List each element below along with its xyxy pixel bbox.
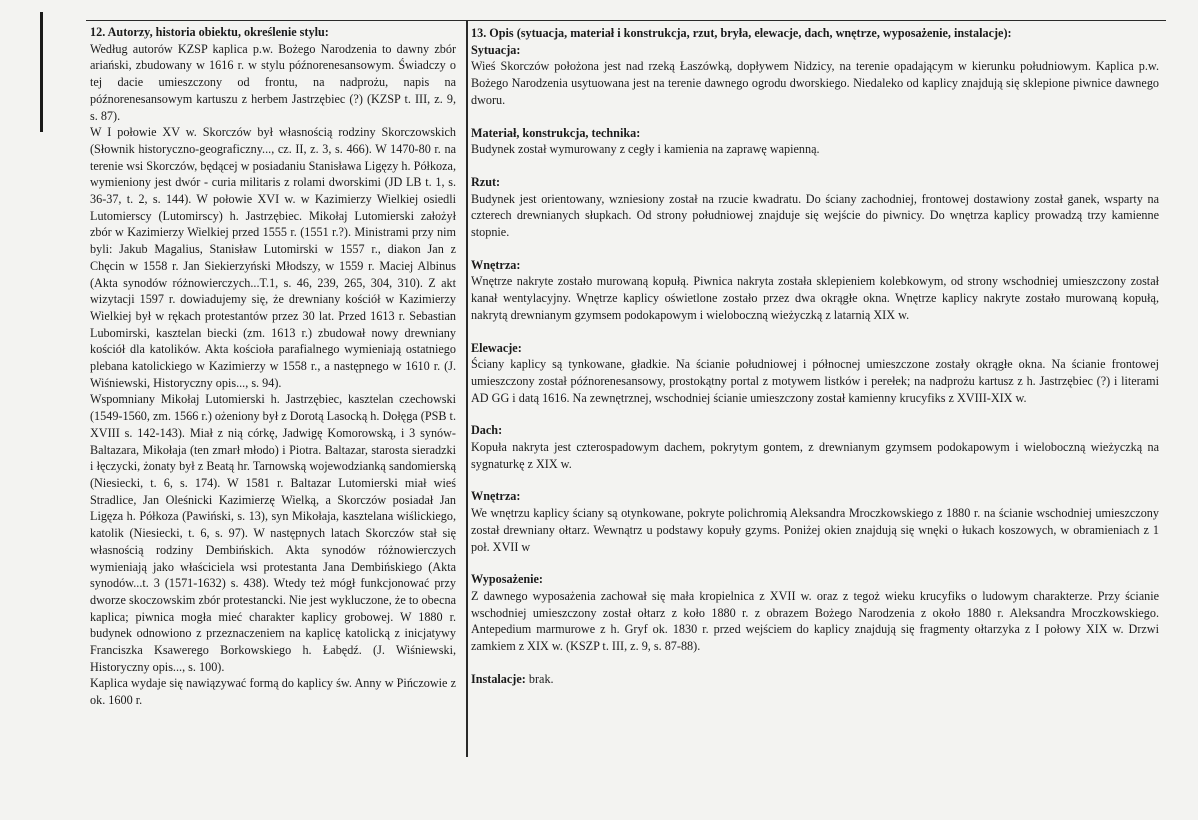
section-title: Materiał, konstrukcja, technika: xyxy=(471,125,641,140)
scan-edge-mark xyxy=(40,12,43,132)
description-heading: 13. Opis (sytuacja, materiał i konstrukcja, rzut, bryła, elewacje, dach, wnętrze, wyposażenie, instalacje): xyxy=(471,26,1012,40)
section-material xyxy=(471,125,1159,158)
section-plan xyxy=(471,174,1159,241)
history-column xyxy=(86,21,467,757)
section-elevations xyxy=(471,340,1159,407)
section-text: We wnętrzu kaplicy ściany są otynkowane, pokryte polichromią Aleksandra Mroczkowskiego z 1880 r. na ścianie wschodniej umieszczony został drewniany ołtarz. Wewnątrz u podstawy kopuły gzyms. Poniżej okien znajdują się wnęki o łukach koszowych, w obramieniach z 1 poł. XVII w xyxy=(471,506,1159,554)
section-text: Wieś Skorczów położona jest nad rzeką Łaszówką, dopływem Nidzicy, na terenie opadającym w kierunku południowym. Kaplica p.w. Bożego Narodzenia usytuowana jest na terenie dawnego ogrodu dworskiego. Niedaleko od kaplicy znajdują się sklepione piwnice dawnego dworu. xyxy=(471,59,1159,107)
history-paragraph: Według autorów KZSP kaplica p.w. Bożego Narodzenia to dawny zbór ariański, zbudowany w 1616 r. w stylu późnorenesansowym. Świadczy o tej dacie umieszczony od frontu, na nadprożu, napis na późnorenesansowym kartuszu z herbem Jastrzębiec (?) (KZSP t. III, z. 9, s. 87). xyxy=(90,41,456,123)
section-text: Ściany kaplicy są tynkowane, gładkie. Na ścianie południowej i północnej umieszczone zostały okrągłe okna. Na ścianie frontowej umieszczony został późnorenesansowy, prostokątny portal z motywem listków i perełek; na nadprożu kartusz z h. Jastrzębiec (?) i literami AD GG i datą 1616. Na zewnętrznej, wschodniej ścianie umieszczony został kamienny krucyfiks z XVIII-XIX w. xyxy=(471,357,1159,405)
section-furnishings xyxy=(471,571,1159,655)
section-title: Elewacje: xyxy=(471,340,522,355)
section-title: Dach: xyxy=(471,423,503,438)
history-paragraph: W I połowie XV w. Skorczów był własnością rodziny Skorczowskich (Słownik historyczno-geograficzny..., cz. II, z. 3, s. 466). W 1470-80 r. na terenie wsi Skorczów, będącej w posiadaniu Stanisława Ligęzy h. Półkoza, wymieniony jest dwór - curia militaris z rolami dworskimi (JD LB t. 1, s. 36-37, t. 2, s. 144). W połowie XVI w. w Kazimierzy Wielkiej osiedli Lutomierscy (Lutomirscy) h. Jastrzębiec. Mikołaj Lutomierski założył zbór w Kazimierzy Wielkiej przed 1555 r. (1551 r.?). Ministrami przy nim byli: Jakub Magalius, Stanisław Lutomirski w 1557 r., diakon Jan z Chęcin w 1558 r. Jan Siekierzyński Młodszy, w 1559 r. Maciej Albinus (Akta synodów różnowierczych...T.1, s. 46, 239, 265, 304, 310). Z akt wizytacji 1597 r. dowiadujemy się, że drewniany kościół w Kazimierzy Wielkiej był w rękach protestantów przez 30 lat. Przed 1613 r. Sebastian Lubomirski, kasztelan biecki (zm. 1613 r.) zbudował nowy drewniany kościół dla katolików. Akta kościoła parafialnego wymieniają ostatniego plebana katolickiego w Kazimierzy w 1558 r., a następnego w 1610 r. (J. Wiśniewski, Historyczny opis..., s. 94). xyxy=(90,125,456,390)
section-text: Budynek jest orientowany, wzniesiony został na rzucie kwadratu. Do ściany zachodniej, frontowej dostawiony został ganek, wsparty na czterech drewnianych słupkach. Od strony południowej znajduje się wejście do piwnicy. Do wnętrza kaplicy prowadzą trzy kamienne stopnie. xyxy=(471,191,1159,240)
section-situation xyxy=(471,42,1159,109)
history-heading: 12. Autorzy, historia obiektu, określenie stylu: xyxy=(90,25,329,39)
history-paragraph: Wspomniany Mikołaj Lutomierski h. Jastrzębiec, kasztelan czechowski (1549-1560, zm. 1566 r.) ożeniony był z Dorotą Lasocką h. Dołęga (PSB t. XVIII s. 142-143). Miał z nią córkę, Jadwigę Komorowską, i 3 synów-Baltazara, Mikołaja (ten zmarł młodo) i Piotra. Baltazar, starosta sieradzki i łęczycki, żonaty był z Beatą hr. Tarnowską wojewodzianką sandomierską (Niesiecki, t. 6, s. 174). W 1581 r. Baltazar Lutomierski miał wieś Stradlice, Jan Oleśnicki Kazimierzę Wielką, a Skorczów posiadał Jan Ligęza h. Półkoza (Pawiński, s. 13), syn Mikołaja, kasztelana wiślickiego, katolik (Niesiecki, t. 6, s. 97). W następnych latach Skorczów stał się własnością rodziny Dembińskich. Akta synodów różnowierczych wymieniają jako właściciela wsi protestanta Jana Dembińskiego (Akta synodów...t. 3 (1571-1632) s. 438). Wtedy też mógł funkcjonować przy dworze skoczowskim zbór protestancki. Nie jest wykluczone, że to obecna kaplica; piwnica mogła mieć charakter kaplicy grobowej. W 1880 r. budynek odnowiono z przeznaczeniem na kaplicę katolicką z inicjatywy Franciszka Ksawerego Borkowskiego h. Łabędź. (J. Wiśniewski, Historyczny opis..., s. 100). xyxy=(90,392,456,674)
history-paragraph: Kaplica wydaje się nawiązywać formą do kaplicy św. Anny w Pińczowie z ok. 1600 r. xyxy=(90,676,456,708)
section-title: Wnętrza: xyxy=(471,257,521,272)
section-title: Wyposażenie: xyxy=(471,572,543,587)
section-text: Budynek został wymurowany z cegły i kamienia na zaprawę wapienną. xyxy=(471,142,820,157)
section-title: Wnętrza: xyxy=(471,489,521,504)
section-text: Z dawnego wyposażenia zachował się mała kropielnica z XVII w. oraz z tegoż wieku krucyfiks o ludowym charakterze. Przy ścianie wschodniej umieszczony został ołtarz z koło 1880 r. z obrazem Bożego Narodzenia z około 1880 r. Aleksandra Mroczkowskiego. Antepedium marmurowe z h. Gryf ok. 1830 r. przed wejściem do kaplicy znajdują się fragmenty ołtarzyka z I połowy XIX w. Drzwi zamkiem z XIX w. (KSZP t. III, z. 9, s. 87-88). xyxy=(471,588,1159,654)
section-title: Sytuacja: xyxy=(471,42,521,57)
section-interior xyxy=(471,257,1159,324)
document-page xyxy=(86,20,1166,761)
installations-label: Instalacje: xyxy=(471,671,526,686)
section-interior-2 xyxy=(471,488,1159,555)
section-text: Wnętrze nakryte zostało murowaną kopułą. Piwnica nakryta została sklepieniem kolebkowym, od strony wschodniej umieszczony został kanał wentylacyjny. Wnętrze kaplicy oświetlone zostało przez dwa okrągłe okna. Wnętrze kaplicy nakryte zostało murowaną kopułą, nakrytą drewnianym gzymsem podokapowym i wieloboczną wieżyczką z latarnią XIX w. xyxy=(471,274,1159,322)
installations-value: brak. xyxy=(528,671,554,686)
section-roof xyxy=(471,422,1159,472)
section-installations xyxy=(471,671,1159,688)
section-title: Rzut: xyxy=(471,174,501,189)
section-text: Kopuła nakryta jest czterospadowym dachem, pokrytym gontem, z drewnianym gzymsem podokapowym i wieloboczną wieżyczką na sygnaturkę z XIX w. xyxy=(471,440,1159,471)
description-column xyxy=(467,21,1165,757)
